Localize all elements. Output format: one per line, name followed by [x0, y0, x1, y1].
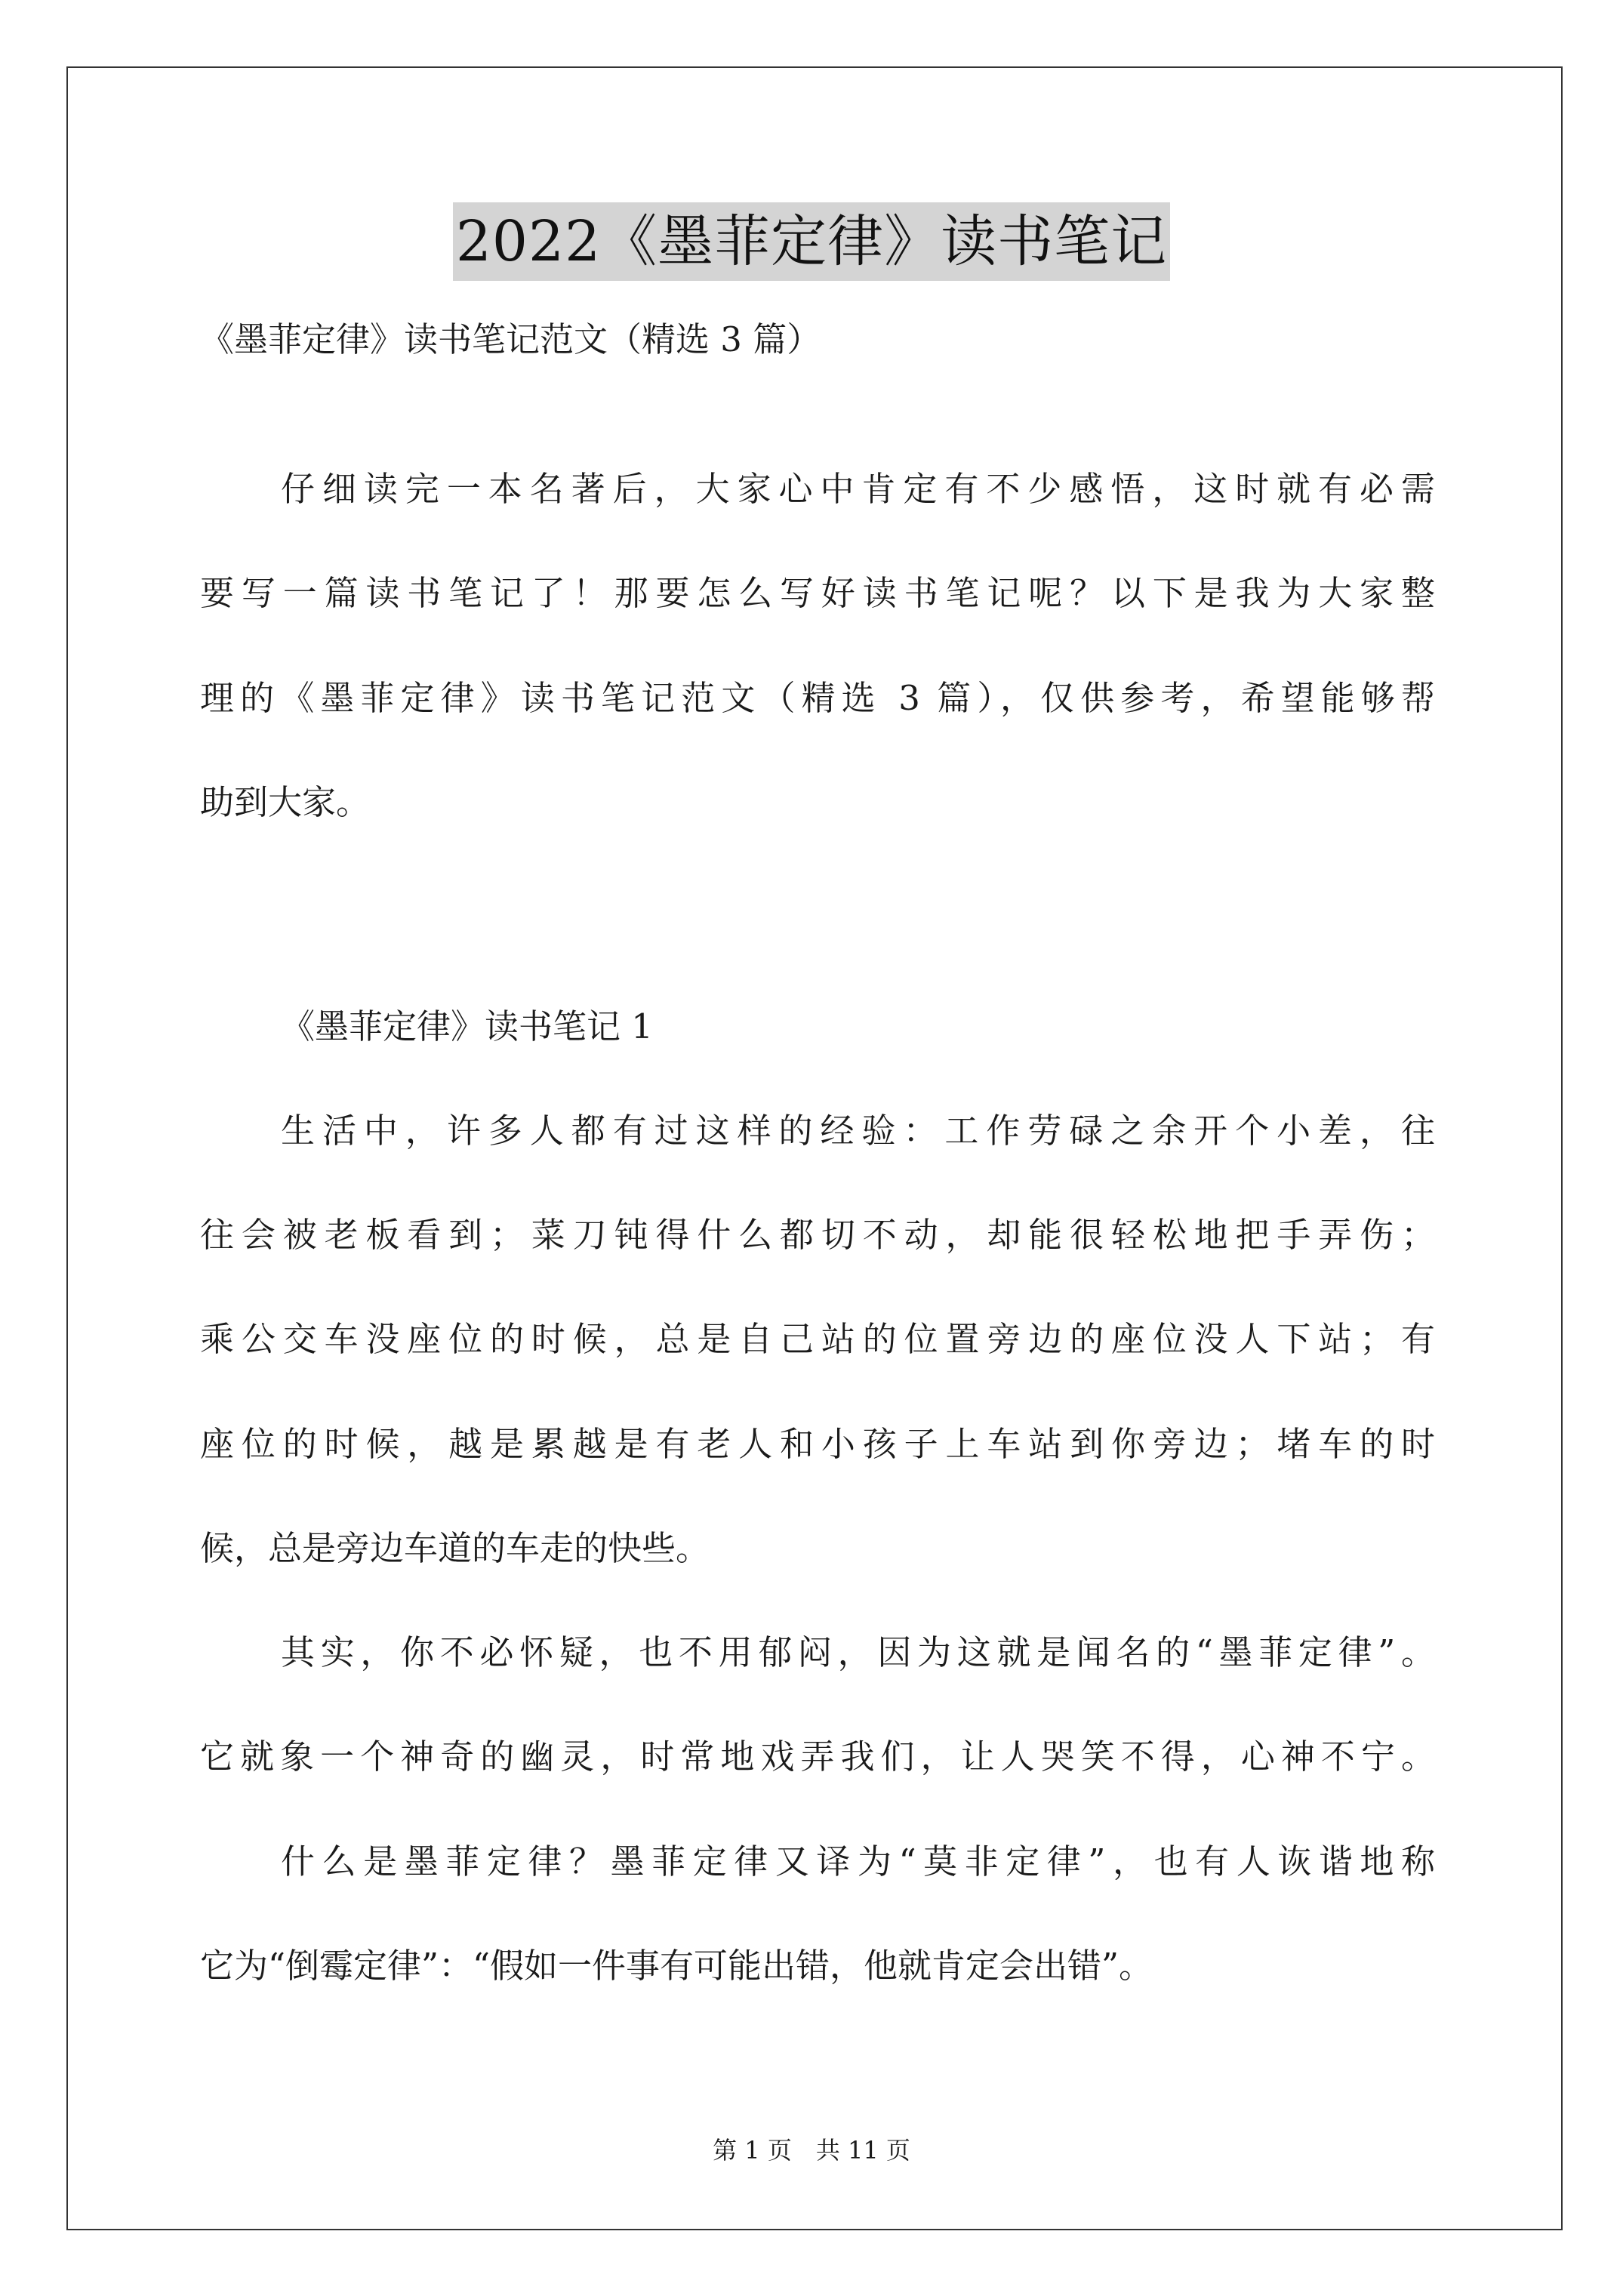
para1-line-2: 往会被老板看到；菜刀钝得什么都切不动，却能很轻松地把手弄伤；	[200, 1215, 1435, 1255]
para1-line-4: 座位的时候，越是累越是有老人和小孩子上车站到你旁边；堵车的时	[200, 1424, 1435, 1464]
para3-line-2: 它为“倒霉定律”：“假如一件事有可能出错，他就肯定会出错”。	[200, 1946, 1153, 1986]
document-title: 2022《墨菲定律》读书笔记	[453, 202, 1170, 281]
section-heading: 《墨菲定律》读书笔记 1	[281, 1006, 653, 1046]
para1-line-5: 候，总是旁边车道的车走的快些。	[200, 1528, 710, 1568]
para2-line-1: 其实，你不必怀疑，也不用郁闷，因为这就是闻名的“墨菲定律”。	[281, 1632, 1435, 1672]
intro-line-2: 要写一篇读书笔记了！那要怎么写好读书笔记呢？以下是我为大家整	[200, 573, 1435, 613]
para2-line-2: 它就象一个神奇的幽灵，时常地戏弄我们，让人哭笑不得，心神不宁。	[200, 1737, 1435, 1777]
title-container	[0, 202, 1623, 281]
document-subtitle: 《墨菲定律》读书笔记范文（精选 3 篇）	[200, 319, 821, 359]
para3-line-1: 什么是墨菲定律？墨菲定律又译为“莫非定律”，也有人诙谐地称	[281, 1841, 1435, 1881]
intro-line-3: 理的《墨菲定律》读书笔记范文（精选 3 篇），仅供参考，希望能够帮	[200, 678, 1435, 718]
para1-line-3: 乘公交车没座位的时候，总是自己站的位置旁边的座位没人下站；有	[200, 1319, 1435, 1359]
intro-line-4: 助到大家。	[200, 782, 371, 822]
page-footer: 第 1 页 共 11 页	[713, 2136, 910, 2165]
para1-line-1: 生活中，许多人都有过这样的经验：工作劳碌之余开个小差，往	[281, 1111, 1435, 1151]
intro-line-1: 仔细读完一本名著后，大家心中肯定有不少感悟，这时就有必需	[281, 469, 1435, 509]
